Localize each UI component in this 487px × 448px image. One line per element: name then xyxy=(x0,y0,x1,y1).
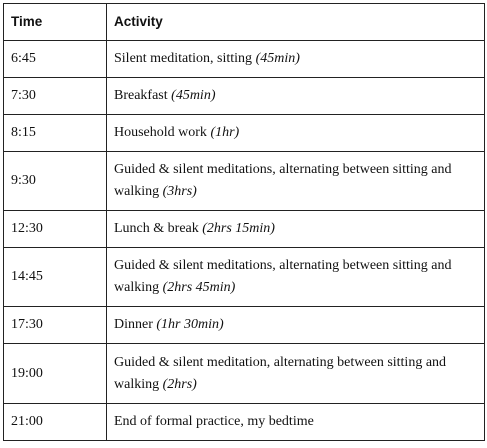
time-cell: 8:15 xyxy=(4,115,107,152)
time-cell: 14:45 xyxy=(4,248,107,307)
duration-text: (2hrs) xyxy=(162,376,197,392)
duration-text: (2hrs 15min) xyxy=(202,221,275,236)
table-row xyxy=(4,404,485,441)
time-cell: 9:30 xyxy=(4,152,107,211)
time-column-header: Time xyxy=(4,4,107,41)
duration-text: (3hrs) xyxy=(162,184,197,199)
time-cell: 12:30 xyxy=(4,211,107,248)
activity-cell xyxy=(107,307,485,344)
table-row xyxy=(4,248,485,307)
activity-text: End of formal practice, my bedtime xyxy=(114,414,314,429)
table-row xyxy=(4,41,485,78)
table-row xyxy=(4,115,485,152)
activity-cell xyxy=(107,248,485,307)
activity-cell xyxy=(107,115,485,152)
time-cell: 6:45 xyxy=(4,41,107,78)
duration-text: (1hr 30min) xyxy=(156,317,224,332)
table-row xyxy=(4,78,485,115)
activity-text: Guided & silent meditation, alternating between sitting and walking xyxy=(114,354,447,392)
activity-text: Silent meditation, sitting xyxy=(114,51,253,66)
table-row xyxy=(4,344,485,404)
table-row xyxy=(4,307,485,344)
activity-cell xyxy=(107,152,485,211)
duration-text: (45min) xyxy=(171,88,216,103)
table-row xyxy=(4,211,485,248)
schedule-table xyxy=(3,3,485,441)
table-row xyxy=(4,152,485,211)
activity-cell xyxy=(107,211,485,248)
activity-text: Lunch & break xyxy=(114,221,199,236)
table-header-row xyxy=(4,4,485,41)
time-cell: 17:30 xyxy=(4,307,107,344)
activity-text: Household work xyxy=(114,125,207,140)
activity-cell xyxy=(107,78,485,115)
activity-text: Breakfast xyxy=(114,88,168,103)
activity-text: Dinner xyxy=(114,317,153,332)
time-cell: 19:00 xyxy=(4,344,107,404)
duration-text: (45min) xyxy=(255,51,300,66)
activity-column-header: Activity xyxy=(107,4,485,41)
activity-text: Guided & silent meditations, alternating between sitting and walking xyxy=(114,258,452,295)
duration-text: (2hrs 45min) xyxy=(162,280,236,295)
time-cell: 21:00 xyxy=(4,404,107,441)
activity-cell xyxy=(107,404,485,441)
activity-cell xyxy=(107,41,485,78)
duration-text: (1hr) xyxy=(210,125,240,140)
time-cell: 7:30 xyxy=(4,78,107,115)
activity-cell xyxy=(107,344,485,404)
activity-text: Guided & silent meditations, alternating between sitting and walking xyxy=(114,162,452,199)
